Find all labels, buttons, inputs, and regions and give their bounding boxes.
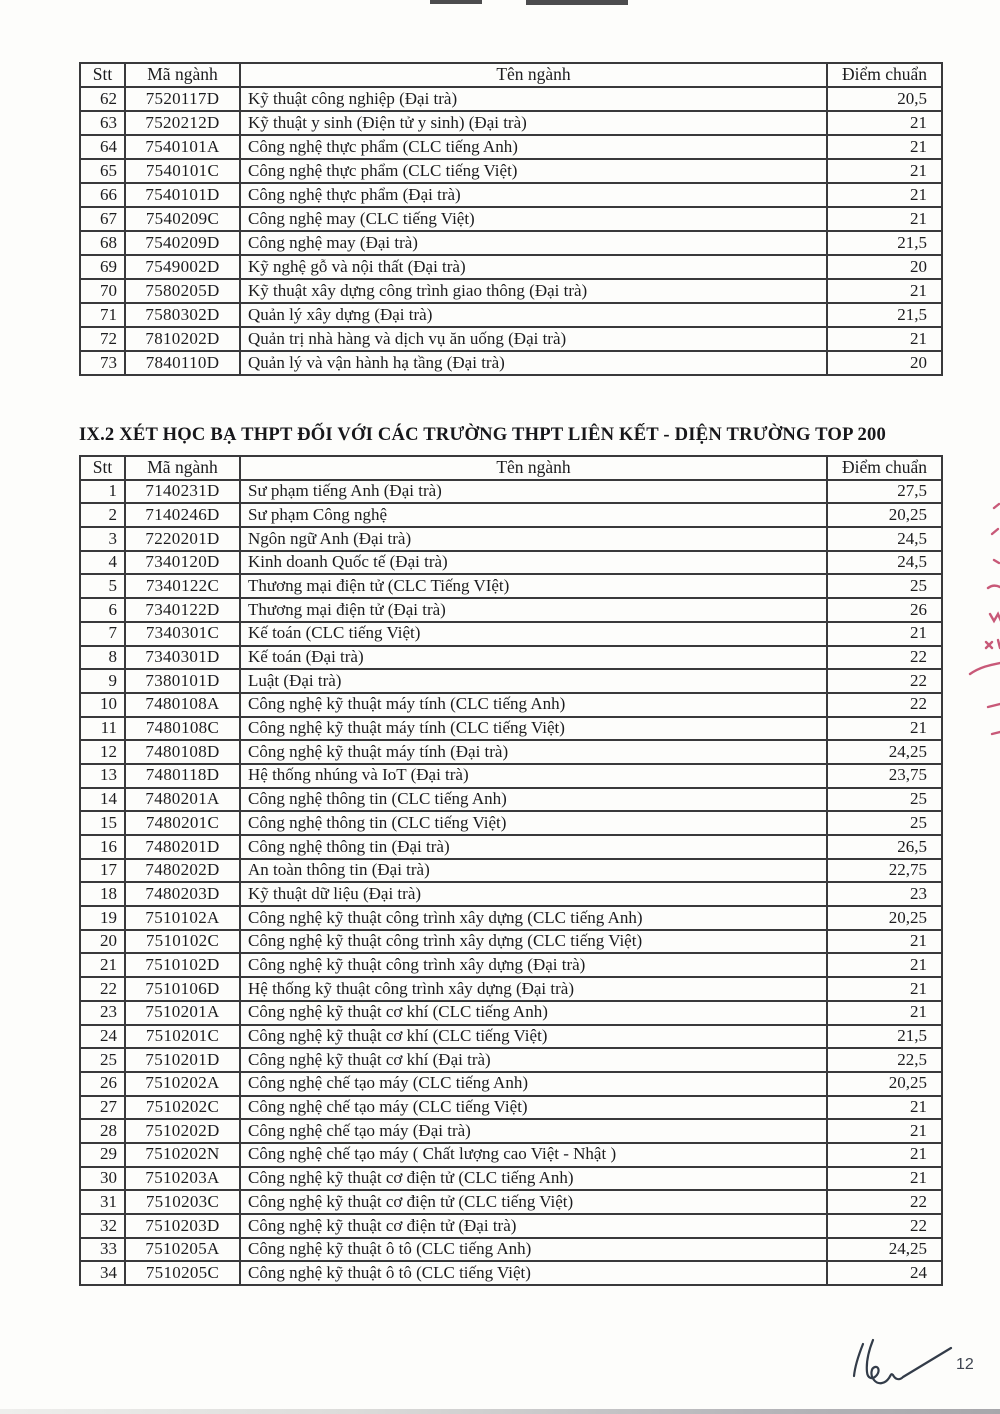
name-cell: Quản lý xây dựng (Đại trà)	[240, 303, 827, 327]
stt-cell: 62	[80, 87, 125, 111]
stt-cell: 5	[80, 574, 125, 598]
code-cell: 7340301C	[125, 622, 240, 646]
code-cell: 7510202C	[125, 1096, 240, 1120]
stt-cell: 73	[80, 351, 125, 375]
score-cell: 24,5	[827, 551, 942, 575]
table-row	[80, 859, 942, 883]
table-row	[80, 1025, 942, 1049]
score-cell: 21	[827, 111, 942, 135]
stt-cell: 9	[80, 669, 125, 693]
score-cell: 21	[827, 622, 942, 646]
code-cell: 7510102C	[125, 930, 240, 954]
score-cell: 24	[827, 1261, 942, 1285]
score-cell: 24,25	[827, 1238, 942, 1262]
table-row	[80, 977, 942, 1001]
stt-cell: 17	[80, 859, 125, 883]
code-cell: 7480108D	[125, 740, 240, 764]
code-cell: 7480108C	[125, 717, 240, 741]
section-heading: IX.2 XÉT HỌC BẠ THPT ĐỐI VỚI CÁC TRƯỜNG THPT LIÊN KẾT - DIỆN TRƯỜNG TOP 200	[79, 424, 886, 445]
stt-cell: 70	[80, 279, 125, 303]
stt-cell: 2	[80, 503, 125, 527]
score-cell: 21	[827, 1096, 942, 1120]
table-row	[80, 1119, 942, 1143]
table-row	[80, 788, 942, 812]
table-row	[80, 1096, 942, 1120]
table-row	[80, 693, 942, 717]
score-cell: 21	[827, 717, 942, 741]
code-cell: 7540101C	[125, 159, 240, 183]
score-cell: 20	[827, 351, 942, 375]
name-cell: Công nghệ thông tin (CLC tiếng Anh)	[240, 788, 827, 812]
stt-cell: 20	[80, 930, 125, 954]
table-row	[80, 1143, 942, 1167]
admission-scores-table-top200	[79, 455, 943, 1286]
table-row	[80, 527, 942, 551]
table-row	[80, 503, 942, 527]
name-cell: Kỹ thuật dữ liệu (Đại trà)	[240, 882, 827, 906]
code-cell: 7580302D	[125, 303, 240, 327]
stt-cell: 29	[80, 1143, 125, 1167]
table-row	[80, 231, 942, 255]
name-cell: Công nghệ kỹ thuật cơ điện tử (CLC tiếng Việt)	[240, 1190, 827, 1214]
table-row	[80, 1001, 942, 1025]
code-cell: 7340120D	[125, 551, 240, 575]
code-cell: 7540101D	[125, 183, 240, 207]
table-row	[80, 351, 942, 375]
code-cell: 7510201A	[125, 1001, 240, 1025]
name-cell: Công nghệ thông tin (CLC tiếng Việt)	[240, 811, 827, 835]
code-cell: 7480201D	[125, 835, 240, 859]
table-row	[80, 906, 942, 930]
score-cell: 20,25	[827, 906, 942, 930]
code-cell: 7380101D	[125, 669, 240, 693]
code-cell: 7520117D	[125, 87, 240, 111]
name-cell: Công nghệ kỹ thuật công trình xây dựng (CLC tiếng Anh)	[240, 906, 827, 930]
score-cell: 20	[827, 255, 942, 279]
code-cell: 7510203C	[125, 1190, 240, 1214]
stt-cell: 65	[80, 159, 125, 183]
table-row	[80, 183, 942, 207]
name-cell: Công nghệ thực phẩm (CLC tiếng Anh)	[240, 135, 827, 159]
score-cell: 22	[827, 646, 942, 670]
name-cell: Công nghệ may (CLC tiếng Việt)	[240, 207, 827, 231]
score-cell: 21	[827, 953, 942, 977]
table-row	[80, 953, 942, 977]
name-cell: Công nghệ chế tạo máy (CLC tiếng Anh)	[240, 1072, 827, 1096]
table-row	[80, 1261, 942, 1285]
code-cell: 7510202N	[125, 1143, 240, 1167]
code-cell: 7510203A	[125, 1167, 240, 1191]
code-cell: 7510202D	[125, 1119, 240, 1143]
stt-cell: 64	[80, 135, 125, 159]
score-cell: 24,5	[827, 527, 942, 551]
table-row	[80, 669, 942, 693]
code-cell: 7510201C	[125, 1025, 240, 1049]
stt-cell: 32	[80, 1214, 125, 1238]
code-cell: 7510203D	[125, 1214, 240, 1238]
code-cell: 7340122D	[125, 598, 240, 622]
table-row	[80, 159, 942, 183]
code-cell: 7510102A	[125, 906, 240, 930]
col-header-code: Mã ngành	[125, 456, 240, 480]
code-cell: 7549002D	[125, 255, 240, 279]
table-row	[80, 303, 942, 327]
stt-cell: 6	[80, 598, 125, 622]
stt-cell: 18	[80, 882, 125, 906]
score-cell: 21	[827, 159, 942, 183]
score-cell: 21,5	[827, 1025, 942, 1049]
table-row	[80, 646, 942, 670]
score-cell: 23,75	[827, 764, 942, 788]
col-header-stt: Stt	[80, 456, 125, 480]
table-row	[80, 255, 942, 279]
name-cell: Kế toán (Đại trà)	[240, 646, 827, 670]
name-cell: Hệ thống nhúng và IoT (Đại trà)	[240, 764, 827, 788]
name-cell: An toàn thông tin (Đại trà)	[240, 859, 827, 883]
stt-cell: 15	[80, 811, 125, 835]
code-cell: 7340122C	[125, 574, 240, 598]
name-cell: Công nghệ chế tạo máy (CLC tiếng Việt)	[240, 1096, 827, 1120]
score-cell: 21,5	[827, 231, 942, 255]
admission-scores-table-continued	[79, 62, 943, 376]
table-row	[80, 740, 942, 764]
col-header-name: Tên ngành	[240, 63, 827, 87]
stt-cell: 7	[80, 622, 125, 646]
stt-cell: 11	[80, 717, 125, 741]
table-row	[80, 764, 942, 788]
name-cell: Luật (Đại trà)	[240, 669, 827, 693]
code-cell: 7510205A	[125, 1238, 240, 1262]
table-row	[80, 551, 942, 575]
score-cell: 22,5	[827, 1048, 942, 1072]
score-cell: 21,5	[827, 303, 942, 327]
stt-cell: 16	[80, 835, 125, 859]
table-header-row	[80, 456, 942, 480]
score-cell: 20,25	[827, 1072, 942, 1096]
name-cell: Công nghệ kỹ thuật công trình xây dựng (Đại trà)	[240, 953, 827, 977]
name-cell: Công nghệ kỹ thuật ô tô (CLC tiếng Việt)	[240, 1261, 827, 1285]
code-cell: 7220201D	[125, 527, 240, 551]
stt-cell: 26	[80, 1072, 125, 1096]
name-cell: Kỹ thuật công nghiệp (Đại trà)	[240, 87, 827, 111]
stt-cell: 25	[80, 1048, 125, 1072]
score-cell: 21	[827, 135, 942, 159]
code-cell: 7810202D	[125, 327, 240, 351]
score-cell: 21	[827, 327, 942, 351]
stt-cell: 63	[80, 111, 125, 135]
code-cell: 7510201D	[125, 1048, 240, 1072]
table-row	[80, 882, 942, 906]
table-row	[80, 111, 942, 135]
score-cell: 21	[827, 930, 942, 954]
table-row	[80, 327, 942, 351]
stt-cell: 21	[80, 953, 125, 977]
col-header-stt: Stt	[80, 63, 125, 87]
red-ink-margin-marks	[958, 502, 1000, 752]
name-cell: Công nghệ thực phẩm (CLC tiếng Việt)	[240, 159, 827, 183]
code-cell: 7480203D	[125, 882, 240, 906]
stt-cell: 71	[80, 303, 125, 327]
code-cell: 7520212D	[125, 111, 240, 135]
code-cell: 7480202D	[125, 859, 240, 883]
score-cell: 21	[827, 183, 942, 207]
name-cell: Công nghệ kỹ thuật cơ khí (CLC tiếng Anh)	[240, 1001, 827, 1025]
score-cell: 22	[827, 693, 942, 717]
name-cell: Ngôn ngữ Anh (Đại trà)	[240, 527, 827, 551]
score-cell: 21	[827, 1167, 942, 1191]
name-cell: Công nghệ kỹ thuật máy tính (CLC tiếng Anh)	[240, 693, 827, 717]
table-row	[80, 1190, 942, 1214]
code-cell: 7480108A	[125, 693, 240, 717]
score-cell: 22	[827, 1190, 942, 1214]
score-cell: 24,25	[827, 740, 942, 764]
table-row	[80, 135, 942, 159]
score-cell: 22	[827, 669, 942, 693]
table-row	[80, 835, 942, 859]
score-cell: 25	[827, 811, 942, 835]
scan-artifact-top-right	[526, 0, 628, 5]
score-cell: 27,5	[827, 480, 942, 504]
page-number: 12	[956, 1356, 974, 1373]
score-cell: 26,5	[827, 835, 942, 859]
col-header-name: Tên ngành	[240, 456, 827, 480]
score-cell: 22	[827, 1214, 942, 1238]
table-row	[80, 279, 942, 303]
score-cell: 23	[827, 882, 942, 906]
stt-cell: 72	[80, 327, 125, 351]
table-row	[80, 1072, 942, 1096]
signature-mark	[833, 1332, 958, 1396]
table-row	[80, 622, 942, 646]
table-row	[80, 1238, 942, 1262]
name-cell: Công nghệ kỹ thuật ô tô (CLC tiếng Anh)	[240, 1238, 827, 1262]
table-row	[80, 87, 942, 111]
name-cell: Kinh doanh Quốc tế (Đại trà)	[240, 551, 827, 575]
name-cell: Kỹ thuật y sinh (Điện tử y sinh) (Đại trà)	[240, 111, 827, 135]
name-cell: Sư phạm Công nghệ	[240, 503, 827, 527]
name-cell: Công nghệ kỹ thuật cơ điện tử (CLC tiếng Anh)	[240, 1167, 827, 1191]
stt-cell: 30	[80, 1167, 125, 1191]
table-row	[80, 598, 942, 622]
name-cell: Công nghệ kỹ thuật máy tính (CLC tiếng Việt)	[240, 717, 827, 741]
score-cell: 21	[827, 977, 942, 1001]
name-cell: Công nghệ chế tạo máy (Đại trà)	[240, 1119, 827, 1143]
table-header-row	[80, 63, 942, 87]
stt-cell: 19	[80, 906, 125, 930]
score-cell: 21	[827, 1001, 942, 1025]
stt-cell: 24	[80, 1025, 125, 1049]
name-cell: Quản trị nhà hàng và dịch vụ ăn uống (Đại trà)	[240, 327, 827, 351]
code-cell: 7540209C	[125, 207, 240, 231]
table-row	[80, 1214, 942, 1238]
stt-cell: 10	[80, 693, 125, 717]
code-cell: 7510102D	[125, 953, 240, 977]
stt-cell: 14	[80, 788, 125, 812]
score-cell: 21	[827, 207, 942, 231]
score-cell: 26	[827, 598, 942, 622]
score-cell: 25	[827, 574, 942, 598]
stt-cell: 68	[80, 231, 125, 255]
stt-cell: 31	[80, 1190, 125, 1214]
name-cell: Kế toán (CLC tiếng Việt)	[240, 622, 827, 646]
score-cell: 22,75	[827, 859, 942, 883]
stt-cell: 28	[80, 1119, 125, 1143]
table-row	[80, 480, 942, 504]
score-cell: 21	[827, 1119, 942, 1143]
code-cell: 7540101A	[125, 135, 240, 159]
code-cell: 7540209D	[125, 231, 240, 255]
name-cell: Kỹ nghệ gỗ và nội thất (Đại trà)	[240, 255, 827, 279]
score-cell: 21	[827, 1143, 942, 1167]
table-row	[80, 717, 942, 741]
name-cell: Hệ thống kỹ thuật công trình xây dựng (Đại trà)	[240, 977, 827, 1001]
stt-cell: 1	[80, 480, 125, 504]
stt-cell: 13	[80, 764, 125, 788]
score-cell: 25	[827, 788, 942, 812]
stt-cell: 22	[80, 977, 125, 1001]
code-cell: 7510202A	[125, 1072, 240, 1096]
stt-cell: 27	[80, 1096, 125, 1120]
name-cell: Công nghệ thực phẩm (Đại trà)	[240, 183, 827, 207]
score-cell: 20,5	[827, 87, 942, 111]
name-cell: Công nghệ thông tin (Đại trà)	[240, 835, 827, 859]
stt-cell: 8	[80, 646, 125, 670]
score-cell: 20,25	[827, 503, 942, 527]
name-cell: Công nghệ kỹ thuật máy tính (Đại trà)	[240, 740, 827, 764]
code-cell: 7480201A	[125, 788, 240, 812]
col-header-score: Điểm chuẩn	[827, 63, 942, 87]
stt-cell: 3	[80, 527, 125, 551]
name-cell: Quản lý và vận hành hạ tầng (Đại trà)	[240, 351, 827, 375]
name-cell: Công nghệ chế tạo máy ( Chất lượng cao Việt - Nhật )	[240, 1143, 827, 1167]
name-cell: Công nghệ kỹ thuật công trình xây dựng (CLC tiếng Việt)	[240, 930, 827, 954]
table-row	[80, 930, 942, 954]
table-row	[80, 207, 942, 231]
col-header-score: Điểm chuẩn	[827, 456, 942, 480]
name-cell: Kỹ thuật xây dựng công trình giao thông (Đại trà)	[240, 279, 827, 303]
table-row	[80, 1167, 942, 1191]
stt-cell: 34	[80, 1261, 125, 1285]
scan-artifact-top-left	[430, 0, 482, 4]
stt-cell: 67	[80, 207, 125, 231]
code-cell: 7840110D	[125, 351, 240, 375]
code-cell: 7140231D	[125, 480, 240, 504]
name-cell: Công nghệ may (Đại trà)	[240, 231, 827, 255]
code-cell: 7510205C	[125, 1261, 240, 1285]
code-cell: 7340301D	[125, 646, 240, 670]
name-cell: Công nghệ kỹ thuật cơ khí (Đại trà)	[240, 1048, 827, 1072]
table-row	[80, 811, 942, 835]
table-row	[80, 574, 942, 598]
code-cell: 7510106D	[125, 977, 240, 1001]
stt-cell: 23	[80, 1001, 125, 1025]
score-cell: 21	[827, 279, 942, 303]
code-cell: 7580205D	[125, 279, 240, 303]
table-row	[80, 1048, 942, 1072]
name-cell: Công nghệ kỹ thuật cơ điện tử (Đại trà)	[240, 1214, 827, 1238]
name-cell: Sư phạm tiếng Anh (Đại trà)	[240, 480, 827, 504]
scan-artifact-bottom	[0, 1409, 1000, 1414]
name-cell: Công nghệ kỹ thuật cơ khí (CLC tiếng Việt)	[240, 1025, 827, 1049]
name-cell: Thương mại điện tử (Đại trà)	[240, 598, 827, 622]
stt-cell: 66	[80, 183, 125, 207]
stt-cell: 4	[80, 551, 125, 575]
stt-cell: 69	[80, 255, 125, 279]
code-cell: 7480201C	[125, 811, 240, 835]
name-cell: Thương mại điện tử (CLC Tiếng VIệt)	[240, 574, 827, 598]
code-cell: 7480118D	[125, 764, 240, 788]
stt-cell: 33	[80, 1238, 125, 1262]
code-cell: 7140246D	[125, 503, 240, 527]
col-header-code: Mã ngành	[125, 63, 240, 87]
stt-cell: 12	[80, 740, 125, 764]
